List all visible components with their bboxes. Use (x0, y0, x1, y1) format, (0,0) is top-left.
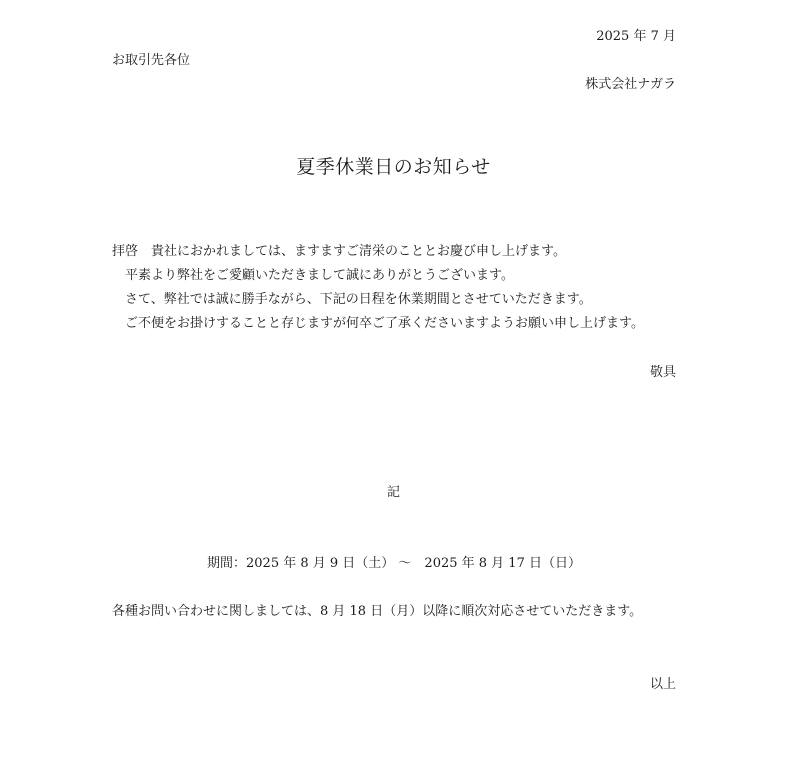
body-line-thanks: 平素より弊社をご愛顧いただきまして誠にありがとうございます。 (125, 268, 514, 283)
recipient: お取引先各位 (112, 53, 191, 68)
ki-heading: 記 (386, 485, 400, 500)
body-line-apology: ご不便をお掛けすることと存じますが何卒ご了承くださいますようお願い申し上げます。 (125, 316, 644, 331)
body-line-announcement: さて、弊社では誠に勝手ながら、下記の日程を休業期間とさせていただきます。 (125, 292, 592, 307)
inquiry-notice: 各種お問い合わせに関しましては、8 月 18 日（月）以降に順次対応させていただきます。 (112, 604, 643, 619)
holiday-period: 期間：2025 年 8 月 9 日（土） 〜 2025 年 8 月 17 日（日） (207, 556, 581, 571)
end-mark: 以上 (649, 677, 676, 692)
closing-word: 敬具 (649, 365, 676, 380)
document-title: 夏季休業日のお知らせ (296, 156, 491, 178)
sender-company: 株式会社ナガラ (585, 77, 676, 92)
letter-date: 2025 年 7 月 (596, 29, 676, 44)
greeting-line: 拝啓 貴社におかれましては、ますますご清栄のこととお慶び申し上げます。 (112, 244, 566, 259)
